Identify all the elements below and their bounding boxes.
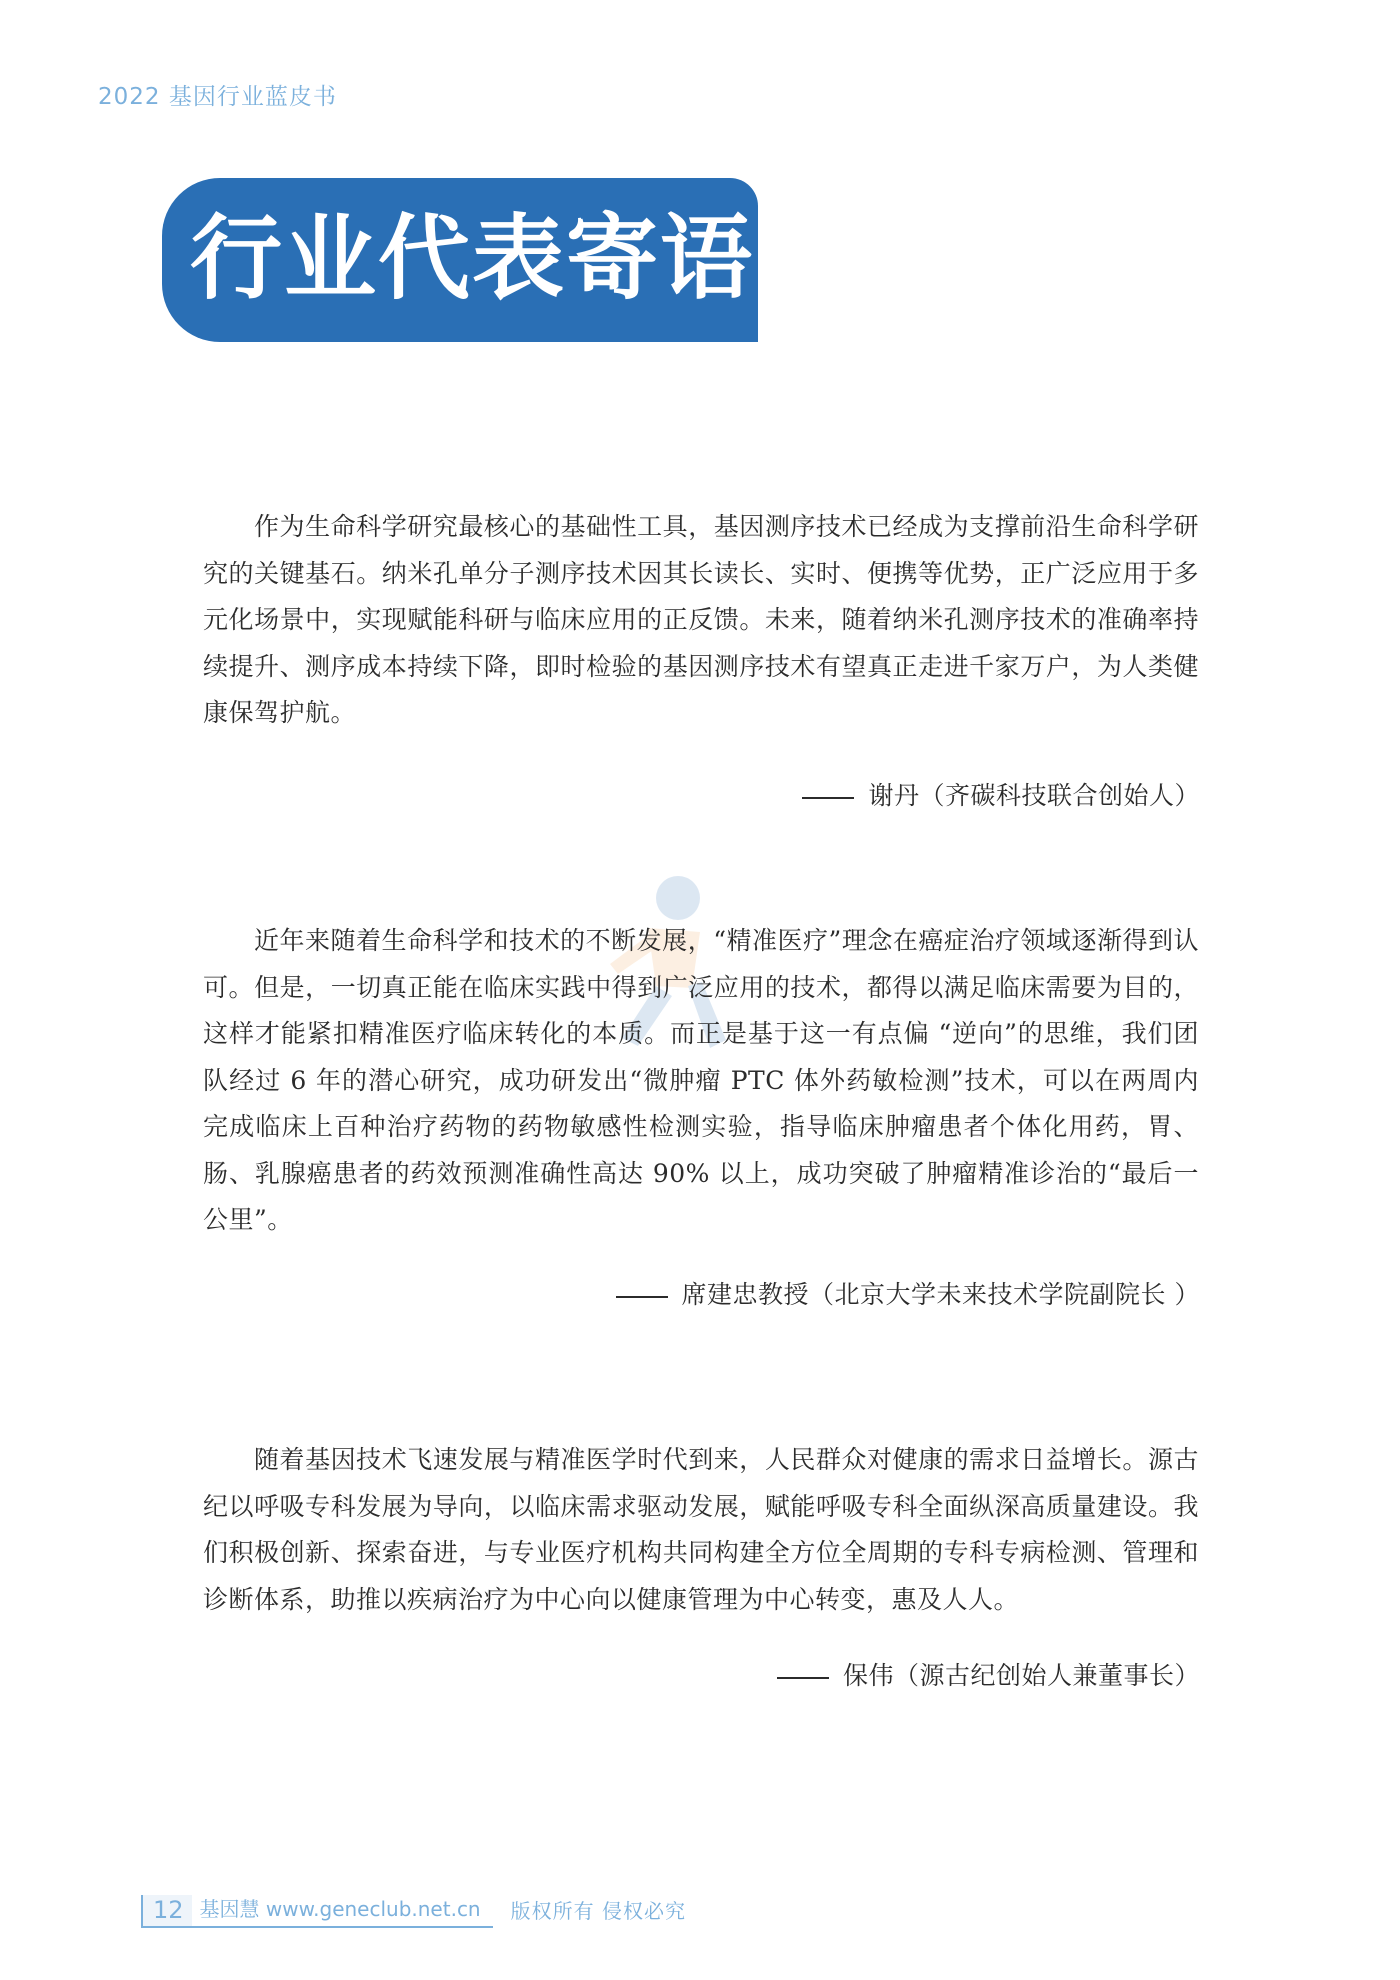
quote-text-3: 随着基因技术飞速发展与精准医学时代到来，人民群众对健康的需求日益增长。源古纪以呼吸专科发展为导向，以临床需求驱动发展，赋能呼吸专科全面纵深高质量建设。我们积极创新、探索奋进，与专业医疗机构共同构建全方位全周期的专科专病检测、管理和诊断体系，助推以疾病治疗为中心向以健康管理为中心转变，惠及人人。 bbox=[203, 1445, 1199, 1614]
signature-dash bbox=[802, 797, 854, 799]
section-title-banner bbox=[162, 178, 758, 342]
signature-name: 谢丹（齐碳科技联合创始人） bbox=[868, 781, 1200, 810]
quote-signature-2 bbox=[616, 1275, 1200, 1315]
signature-name: 保伟（源古纪创始人兼董事长） bbox=[842, 1661, 1200, 1690]
quote-signature-1 bbox=[802, 776, 1200, 816]
signature-name: 席建忠教授（北京大学未来技术学院副院长 ） bbox=[681, 1280, 1200, 1309]
report-header-title: 2022 基因行业蓝皮书 bbox=[98, 84, 337, 110]
page-footer bbox=[141, 1894, 686, 1928]
signature-dash bbox=[777, 1677, 829, 1679]
page-number: 12 bbox=[141, 1895, 192, 1928]
signature-dash bbox=[616, 1296, 668, 1298]
footer-rights: 版权所有 侵权必究 bbox=[510, 1899, 686, 1923]
quote-signature-3 bbox=[777, 1656, 1200, 1696]
section-title: 行业代表寄语 bbox=[190, 205, 755, 312]
footer-site-link[interactable]: 基因慧 www.geneclub.net.cn bbox=[192, 1894, 493, 1928]
quote-text-1: 作为生命科学研究最核心的基础性工具，基因测序技术已经成为支撑前沿生命科学研究的关键基石。纳米孔单分子测序技术因其长读长、实时、便携等优势，正广泛应用于多元化场景中，实现赋能科研与临床应用的正反馈。未来，随着纳米孔测序技术的准确率持续提升、测序成本持续下降，即时检验的基因测序技术有望真正走进千家万户，为人类健康保驾护航。 bbox=[203, 512, 1199, 727]
quote-text-2: 近年来随着生命科学和技术的不断发展，“精准医疗”理念在癌症治疗领域逐渐得到认可。但是，一切真正能在临床实践中得到广泛应用的技术，都得以满足临床需要为目的，这样才能紧扣精准医疗临床转化的本质。而正是基于这一有点偏 “逆向”的思维，我们团队经过 6 年的潜心研究，成功研发出“微肿瘤 PTC 体外药敏检测”技术，可以在两周内完成临床上百种治疗药物的药物敏感性检测实验，指导临床肿瘤患者个体化用药，胃、肠、乳腺癌患者的药效预测准确性高达 90% 以上，成功突破了肿瘤精准诊治的“最后一公里”。 bbox=[203, 926, 1199, 1234]
